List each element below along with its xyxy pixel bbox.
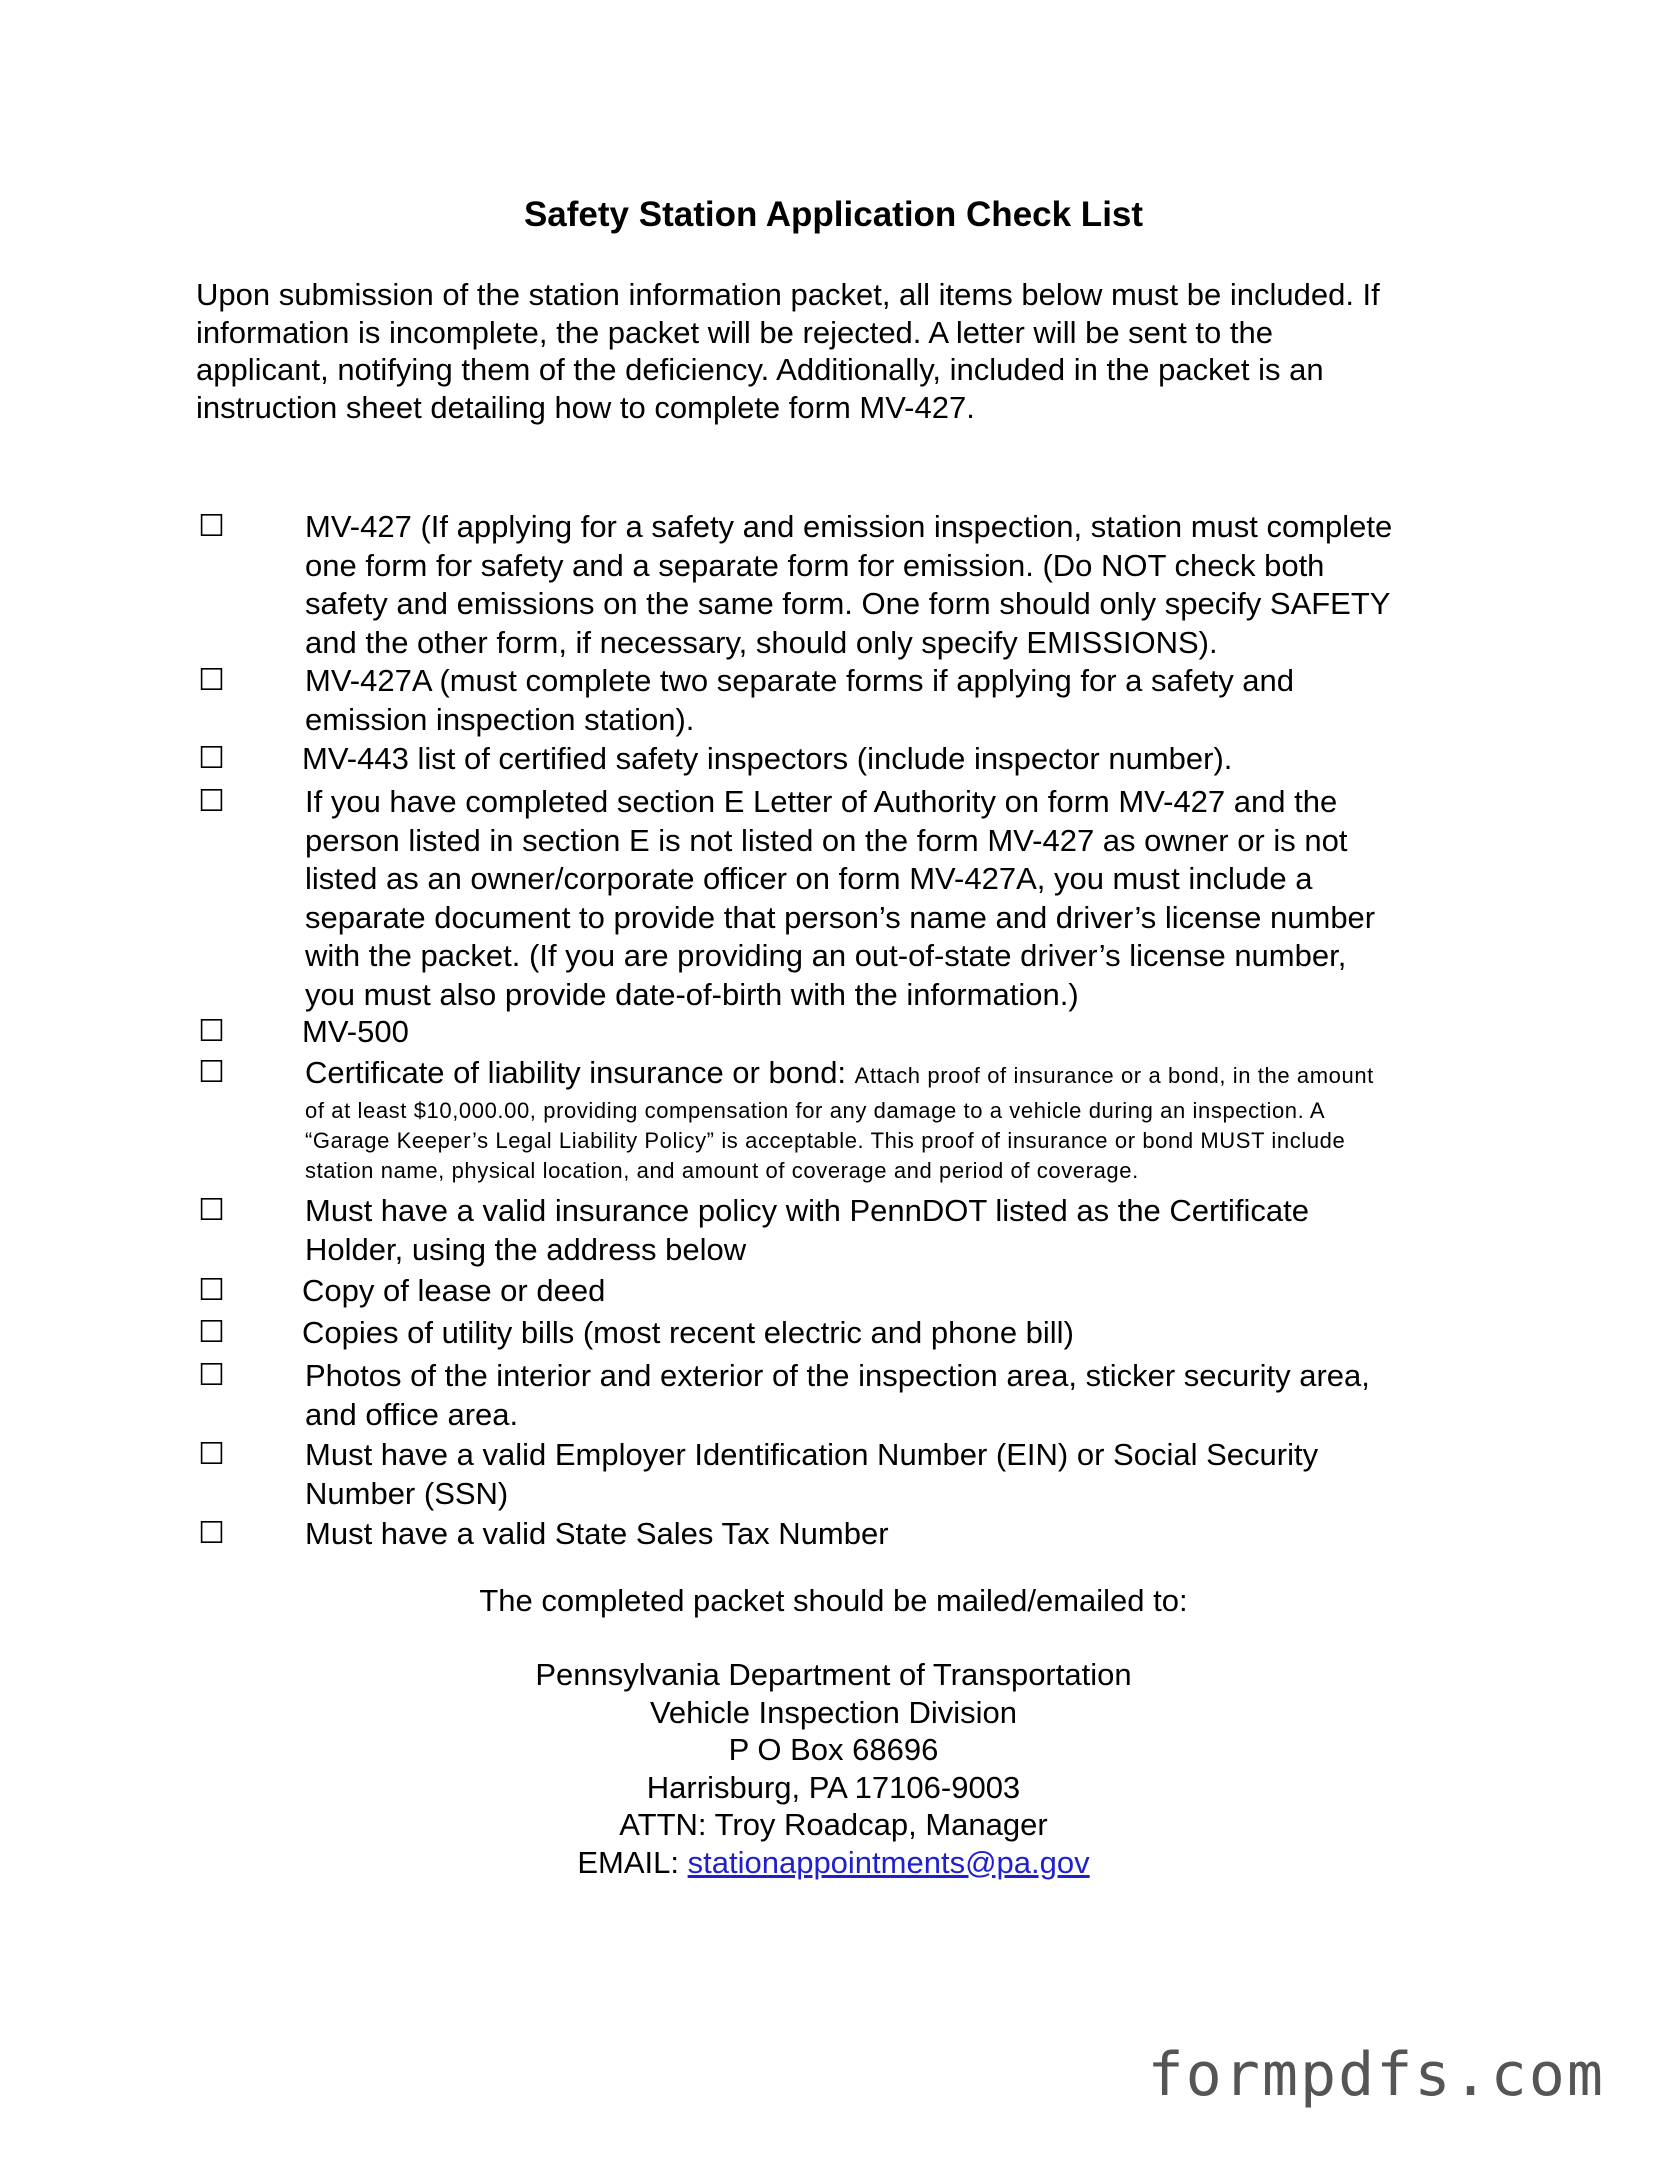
checkbox-icon[interactable]: ☐ <box>198 741 225 776</box>
checkbox-icon[interactable]: ☐ <box>198 663 225 698</box>
email-link[interactable]: stationappointments@pa.gov <box>687 1844 1090 1880</box>
item-line: Number (SSN) <box>305 1475 509 1511</box>
checkbox-icon[interactable]: ☐ <box>198 1358 225 1393</box>
item-detail-line: “Garage Keeper’s Legal Liability Policy” is acceptable. This proof of insurance or bond MUST include <box>305 1127 1346 1153</box>
item-line: Photos of the interior and exterior of the inspection area, sticker security area, <box>305 1358 1370 1393</box>
item-line: and office area. <box>305 1396 519 1432</box>
item-detail-line: of at least $10,000.00, providing compensation for any damage to a vehicle during an inspection. A <box>305 1097 1326 1123</box>
checklist-item-text <box>305 508 1485 662</box>
mail-instruction: The completed packet should be mailed/emailed to: <box>479 1583 1188 1618</box>
checklist-item-text <box>302 1314 1482 1353</box>
watermark: formpdfs.com <box>1147 2040 1605 2110</box>
intro-line: applicant, notifying them of the deficiency. Additionally, included in the packet is an <box>196 352 1324 387</box>
checklist-item-text <box>302 1013 1482 1052</box>
mailing-address <box>0 1656 1667 1881</box>
checklist-item-text <box>305 1436 1485 1513</box>
intro-line: Upon submission of the station information packet, all items below must be included. If <box>196 277 1380 312</box>
item-line: Must have a valid Employer Identification Number (EIN) or Social Security <box>305 1437 1319 1472</box>
email-line <box>0 1844 1667 1882</box>
checkbox-icon[interactable]: ☐ <box>198 1315 225 1350</box>
checkbox-icon[interactable]: ☐ <box>198 1055 225 1090</box>
checkbox-icon[interactable]: ☐ <box>198 1516 225 1551</box>
checklist-item-text <box>305 1054 1485 1186</box>
item-line: MV-500 <box>302 1014 409 1049</box>
checklist-item-text <box>305 1515 1485 1554</box>
item-line: person listed in section E is not listed on the form MV-427 as owner or is not <box>305 822 1348 858</box>
checkbox-icon[interactable]: ☐ <box>198 1437 225 1472</box>
item-line: and the other form, if necessary, should only specify EMISSIONS). <box>305 624 1218 660</box>
item-line: MV-427A (must complete two separate forms if applying for a safety and <box>305 663 1295 698</box>
item-line: you must also provide date-of-birth with the information.) <box>305 976 1079 1012</box>
item-line: If you have completed section E Letter of Authority on form MV-427 and the <box>305 784 1338 819</box>
item-heading: Certificate of liability insurance or bond: <box>305 1055 847 1090</box>
address-line: ATTN: Troy Roadcap, Manager <box>619 1807 1048 1842</box>
item-line: Must have a valid insurance policy with PennDOT listed as the Certificate <box>305 1193 1309 1228</box>
intro-line: information is incomplete, the packet will be rejected. A letter will be sent to the <box>196 314 1273 350</box>
checklist-item-text <box>302 1272 1482 1311</box>
item-line: MV-443 list of certified safety inspectors (include inspector number). <box>302 741 1233 776</box>
intro-line: instruction sheet detailing how to complete form MV-427. <box>196 389 975 425</box>
address-line: P O Box 68696 <box>728 1732 939 1767</box>
item-heading-line <box>305 1054 1485 1096</box>
checkbox-icon[interactable]: ☐ <box>198 509 225 544</box>
item-line: Holder, using the address below <box>305 1231 747 1267</box>
item-line: listed as an owner/corporate officer on form MV-427A, you must include a <box>305 861 1313 896</box>
item-inline-detail: Attach proof of insurance or a bond, in the amount <box>854 1063 1374 1088</box>
item-line: separate document to provide that person’s name and driver’s license number <box>305 899 1376 935</box>
item-detail-line: station name, physical location, and amount of coverage and period of coverage. <box>305 1157 1139 1183</box>
checkbox-icon[interactable]: ☐ <box>198 1014 225 1049</box>
checklist-item-text <box>305 783 1485 1014</box>
checklist-item-text <box>305 662 1485 739</box>
checklist-item-text <box>305 1192 1485 1269</box>
item-line: Must have a valid State Sales Tax Number <box>305 1516 889 1551</box>
item-line: Copy of lease or deed <box>302 1273 606 1308</box>
item-line: Copies of utility bills (most recent electric and phone bill) <box>302 1315 1074 1350</box>
item-line: one form for safety and a separate form for emission. (Do NOT check both <box>305 547 1325 583</box>
item-line: emission inspection station). <box>305 701 695 737</box>
checklist-item-text <box>305 1357 1485 1434</box>
page-title: Safety Station Application Check List <box>523 195 1144 234</box>
checkbox-icon[interactable]: ☐ <box>198 784 225 819</box>
email-label: EMAIL: <box>577 1844 688 1880</box>
checklist-item-text <box>302 740 1482 779</box>
address-line: Vehicle Inspection Division <box>649 1694 1018 1730</box>
address-line: Harrisburg, PA 17106-9003 <box>646 1769 1021 1805</box>
item-line: safety and emissions on the same form. One form should only specify SAFETY <box>305 586 1391 621</box>
checkbox-icon[interactable]: ☐ <box>198 1193 225 1228</box>
item-line: MV-427 (If applying for a safety and emission inspection, station must complete <box>305 509 1393 544</box>
checkbox-icon[interactable]: ☐ <box>198 1273 225 1308</box>
address-line: Pennsylvania Department of Transportation <box>535 1657 1132 1692</box>
item-line: with the packet. (If you are providing an out-of-state driver’s license number, <box>305 938 1347 973</box>
